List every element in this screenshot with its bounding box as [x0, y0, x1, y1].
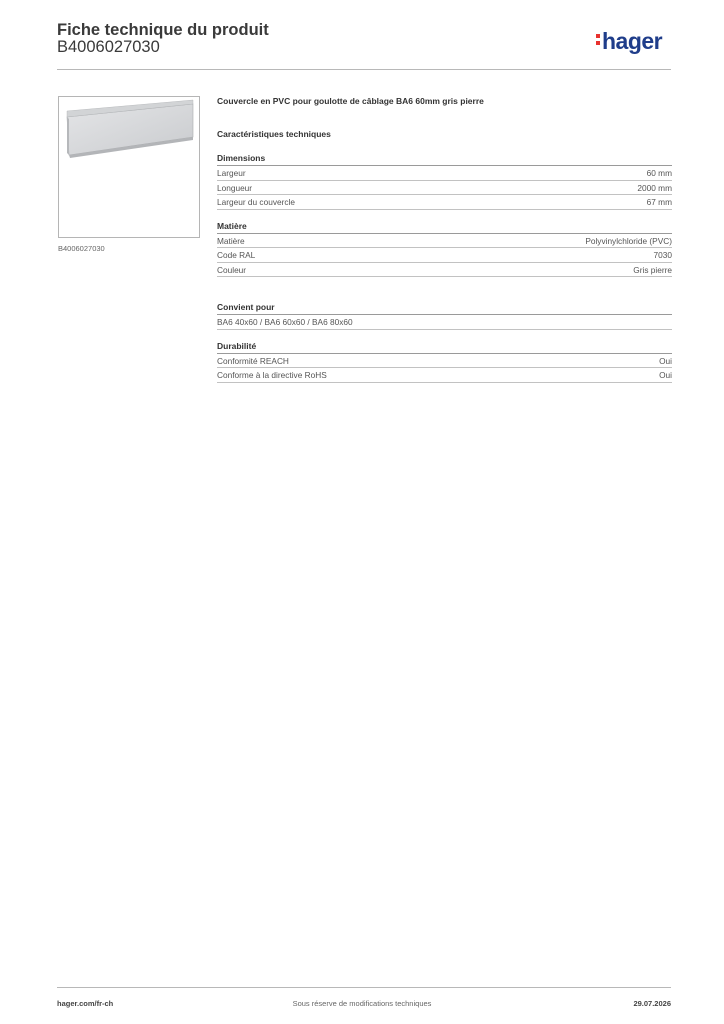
spec-group-dimensions — [217, 152, 672, 210]
spec-value: Gris pierre — [633, 264, 672, 275]
spec-value: Oui — [659, 355, 672, 366]
spec-group-compatibility — [217, 301, 672, 330]
spec-label: Couleur — [217, 264, 247, 275]
spec-row — [217, 263, 672, 278]
hager-logo — [596, 28, 662, 55]
spec-group-durability — [217, 340, 672, 383]
group-title: Dimensions — [217, 152, 672, 166]
spec-label: Largeur — [217, 168, 246, 178]
spec-label: Conforme à la directive RoHS — [217, 370, 327, 380]
spec-value: Oui — [659, 370, 672, 380]
spec-label: Longueur — [217, 182, 253, 193]
spec-row — [217, 368, 672, 383]
footer-website-link[interactable]: hager.com/fr-ch — [57, 999, 114, 1008]
spec-label: BA6 40x60 / BA6 60x60 / BA6 80x60 — [217, 317, 353, 327]
cable-duct-cover-icon — [59, 97, 199, 237]
spec-row — [217, 354, 672, 369]
spec-value: 2000 mm — [637, 182, 672, 193]
header-divider — [57, 69, 671, 70]
spec-row — [217, 234, 672, 249]
spec-row — [217, 315, 672, 330]
spec-label: Matière — [217, 235, 245, 246]
group-title: Durabilité — [217, 340, 672, 354]
group-title: Matière — [217, 220, 672, 234]
spec-value: Polyvinylchloride (PVC) — [585, 235, 672, 246]
spec-label: Largeur du couvercle — [217, 197, 295, 207]
footer-date: 29.07.2026 — [633, 999, 671, 1008]
page-title: Fiche technique du produit — [57, 21, 269, 39]
specs-section — [217, 95, 672, 383]
group-title: Convient pour — [217, 301, 672, 315]
spec-value: 60 mm — [646, 168, 672, 178]
spec-row — [217, 195, 672, 210]
spec-label: Code RAL — [217, 250, 256, 260]
spec-row — [217, 181, 672, 196]
footer-divider — [57, 987, 671, 988]
spec-value: 67 mm — [646, 197, 672, 207]
footer-disclaimer: Sous réserve de modifications techniques — [292, 999, 432, 1008]
spec-value: 7030 — [653, 250, 672, 260]
product-reference: B4006027030 — [57, 38, 160, 56]
spec-label: Conformité REACH — [217, 355, 289, 366]
spec-group-material — [217, 220, 672, 278]
cable-duct-cover-image — [58, 96, 200, 238]
spec-row — [217, 248, 672, 263]
logo-dots-icon — [596, 34, 601, 48]
logo-text: hager — [602, 28, 663, 54]
image-caption: B4006027030 — [58, 244, 105, 253]
product-description: Couvercle en PVC pour goulotte de câblage BA6 60mm gris pierre — [217, 96, 484, 106]
specs-title: Caractéristiques techniques — [217, 129, 331, 139]
spec-row — [217, 166, 672, 181]
